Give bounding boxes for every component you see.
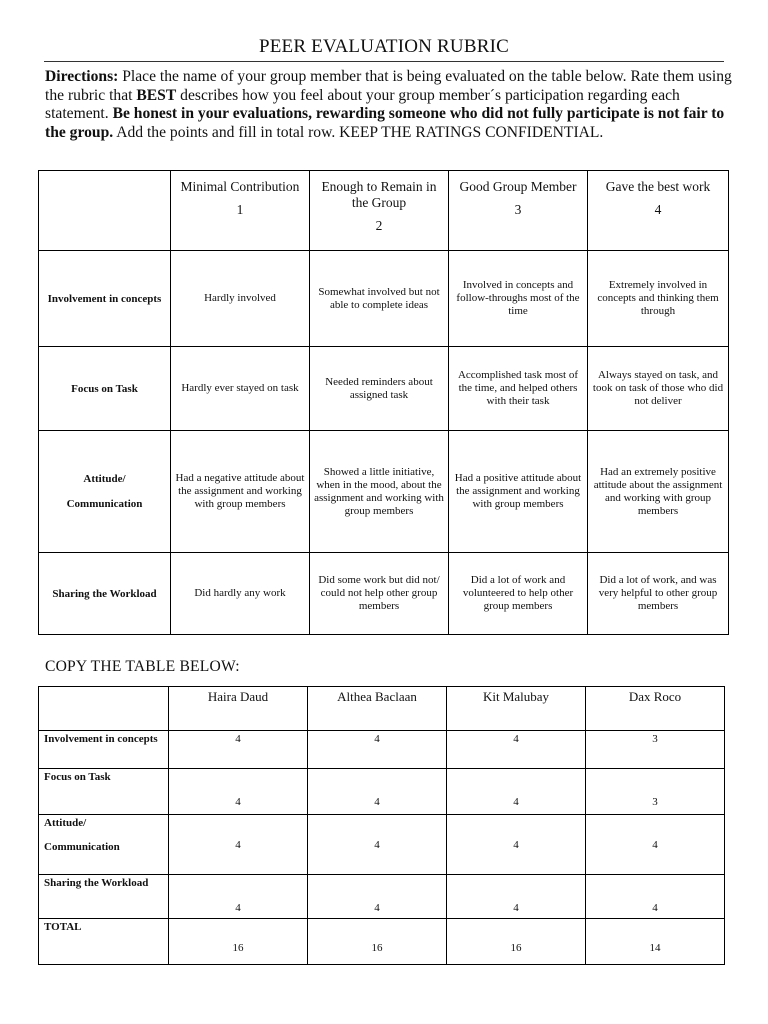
scores-row-label: Sharing the Workload — [39, 875, 169, 919]
scores-row — [39, 875, 725, 919]
title-underline — [44, 61, 724, 62]
score-value: 4 — [169, 875, 308, 919]
scores-row-label: Involvement in concepts — [39, 731, 169, 769]
directions-label: Directions: — [45, 68, 119, 85]
rubric-row-label: Involvement in concepts — [39, 251, 171, 347]
rubric-cell: Did hardly any work — [171, 553, 310, 635]
score-value: 4 — [169, 769, 308, 815]
rubric-cell: Accomplished task most of the time, and helped others with their task — [449, 347, 588, 431]
directions-best: BEST — [136, 86, 177, 104]
rubric-cell: Always stayed on task, and took on task of those who did not deliver — [588, 347, 729, 431]
rubric-cell: Did a lot of work, and was very helpful to other group members — [588, 553, 729, 635]
score-value: 4 — [586, 875, 725, 919]
scores-row — [39, 731, 725, 769]
col-score: 3 — [514, 202, 522, 217]
rubric-col-header — [588, 171, 729, 251]
page-title: PEER EVALUATION RUBRIC — [258, 36, 509, 57]
rubric-cell: Did some work but did not/ could not help other group members — [310, 553, 449, 635]
total-value: 16 — [169, 919, 308, 965]
rubric-cell: Hardly involved — [171, 251, 310, 347]
col-label: Minimal Contribution — [180, 179, 300, 194]
rubric-cell: Involved in concepts and follow-throughs most of the time — [449, 251, 588, 347]
rubric-row-label: Sharing the Workload — [39, 553, 171, 635]
total-value: 16 — [308, 919, 447, 965]
score-value: 4 — [447, 731, 586, 769]
rubric-row-label: Focus on Task — [39, 347, 171, 431]
directions-text-2: describes how you feel about your group member´s participation regarding each statement. — [45, 86, 680, 122]
total-value: 14 — [586, 919, 725, 965]
rubric-row — [39, 553, 729, 635]
rubric-row — [39, 347, 729, 431]
col-score: 2 — [375, 218, 383, 233]
rubric-cell: Somewhat involved but not able to complete ideas — [310, 251, 449, 347]
col-label: Good Group Member — [459, 179, 577, 194]
col-score: 1 — [236, 202, 244, 217]
score-value: 4 — [308, 815, 447, 875]
row-label-line1: Attitude/ — [83, 473, 126, 485]
scores-table — [38, 686, 725, 965]
rubric-row — [39, 431, 729, 553]
col-label: Gave the best work — [605, 179, 711, 194]
col-score: 4 — [654, 202, 662, 217]
scores-row-label — [39, 815, 169, 875]
scores-row — [39, 769, 725, 815]
score-value: 4 — [447, 815, 586, 875]
rubric-cell: Hardly ever stayed on task — [171, 347, 310, 431]
scores-header-row — [39, 687, 725, 731]
member-name: Althea Baclaan — [308, 687, 447, 731]
scores-row-label: Focus on Task — [39, 769, 169, 815]
rubric-col-header — [171, 171, 310, 251]
rubric-header-row — [39, 171, 729, 251]
score-value: 4 — [308, 875, 447, 919]
score-value: 4 — [169, 731, 308, 769]
row-label-line1: Attitude/ — [44, 817, 87, 829]
member-name: Kit Malubay — [447, 687, 586, 731]
total-value: 16 — [447, 919, 586, 965]
rubric-col-header — [449, 171, 588, 251]
rubric-table — [38, 170, 729, 635]
scores-row — [39, 815, 725, 875]
rubric-cell: Showed a little initiative, when in the mood, about the assignment and working with group members — [310, 431, 449, 553]
rubric-cell: Had a positive attitude about the assignment and working with group members — [449, 431, 588, 553]
member-name: Haira Daud — [169, 687, 308, 731]
scores-total-row — [39, 919, 725, 965]
score-value: 4 — [169, 815, 308, 875]
scores-row-label: TOTAL — [39, 919, 169, 965]
rubric-cell: Had an extremely positive attitude about the assignment and working with group members — [588, 431, 729, 553]
score-value: 3 — [586, 731, 725, 769]
score-value: 4 — [586, 815, 725, 875]
score-value: 3 — [586, 769, 725, 815]
directions-warning: Be honest in your evaluations, rewarding someone who did not fully participate is not fair to the group. — [45, 105, 725, 141]
rubric-cell: Extremely involved in concepts and thinking them through — [588, 251, 729, 347]
rubric-row — [39, 251, 729, 347]
col-label: Enough to Remain in the Group — [321, 179, 437, 210]
directions-text-3: Add the points and fill in total row. KEEP THE RATINGS CONFIDENTIAL. — [113, 123, 604, 141]
rubric-row-label — [39, 431, 171, 553]
rubric-cell: Did a lot of work and volunteered to help other group members — [449, 553, 588, 635]
score-value: 4 — [447, 769, 586, 815]
rubric-col-header — [310, 171, 449, 251]
rubric-corner-cell — [39, 171, 171, 251]
copy-table-label: COPY THE TABLE BELOW: — [45, 658, 240, 675]
score-value: 4 — [308, 769, 447, 815]
row-label-line2: Communication — [44, 841, 120, 853]
directions-paragraph — [45, 68, 735, 142]
directions-text-1: Place the name of your group member that is being evaluated on the table below. Rate them using the rubric that — [45, 68, 732, 104]
row-label-line2: Communication — [66, 498, 143, 510]
rubric-cell: Had a negative attitude about the assignment and working with group members — [171, 431, 310, 553]
rubric-cell: Needed reminders about assigned task — [310, 347, 449, 431]
scores-corner-cell — [39, 687, 169, 731]
member-name: Dax Roco — [586, 687, 725, 731]
score-value: 4 — [308, 731, 447, 769]
score-value: 4 — [447, 875, 586, 919]
